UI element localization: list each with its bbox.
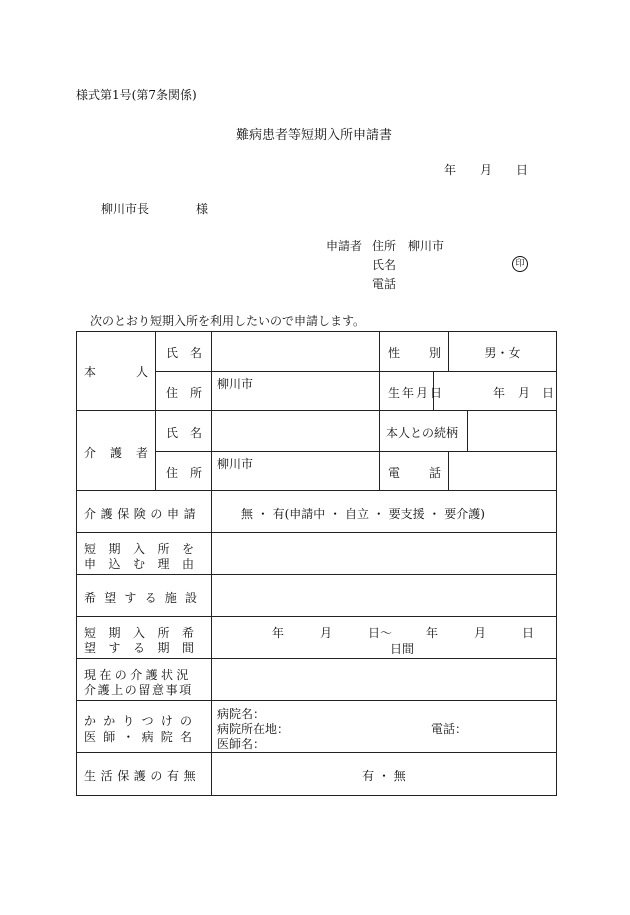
addressee: 柳川市長 — [101, 202, 150, 216]
period-start-day: 日〜 — [368, 626, 393, 640]
doctor-label-line2: 医師・病院名 — [84, 730, 200, 744]
person-address-label: 住 所 — [166, 386, 202, 400]
gender-options: 男・女 — [484, 346, 521, 360]
caregiver-phone-label: 電 話 — [388, 466, 441, 480]
insurance-label: 介護保険の申請 — [84, 507, 201, 521]
caregiver-address-value: 柳川市 — [217, 457, 254, 471]
application-form-table — [76, 331, 557, 796]
period-label-line2: 望する期間 — [84, 641, 207, 655]
page-title: 難病患者等短期入所申請書 — [236, 128, 393, 143]
date-month: 月 — [480, 163, 493, 177]
reason-label-line1: 短期入所を — [84, 542, 207, 556]
hospital-address-label: 病院所在地： — [217, 722, 290, 736]
welfare-options: 有 ・ 無 — [362, 769, 406, 783]
seal-icon: 印 — [512, 256, 528, 272]
insurance-options: 無 ・ 有(申請中 ・ 自立 ・ 要支援 ・ 要介護) — [241, 507, 485, 521]
doctor-name-label: 医師名： — [217, 737, 266, 751]
period-start-year: 年 — [272, 626, 285, 640]
period-end-day: 日 — [522, 626, 535, 640]
person-label-char: 人 — [135, 365, 148, 379]
person-label — [84, 363, 148, 380]
date-day: 日 — [516, 163, 529, 177]
birth-month: 月 — [518, 386, 531, 400]
applicant-address-value: 柳川市 — [408, 239, 445, 253]
person-label-char: 本 — [84, 365, 97, 379]
applicant-name-label: 氏名 — [372, 258, 397, 272]
caregiver-name-label: 氏 名 — [166, 426, 202, 440]
applicant-label: 申請者 — [326, 239, 363, 253]
condition-label-line1: 現在の介護状況 — [84, 668, 192, 682]
applicant-address-label: 住所 — [372, 239, 397, 253]
doctor-label-line1: かかりつけの — [84, 714, 200, 728]
birth-year: 年 — [493, 386, 506, 400]
hospital-phone-label: 電話： — [431, 722, 468, 736]
condition-label-line2: 介護上の留意事項 — [84, 683, 193, 697]
caregiver-label: 介 護 者 — [84, 446, 148, 460]
caregiver-address-label: 住 所 — [166, 466, 202, 480]
intro-text: 次のとおり短期入所を利用したいので申請します。 — [90, 314, 366, 328]
birthdate-label: 生年月日 — [388, 386, 445, 400]
birth-day: 日 — [542, 386, 555, 400]
honorific: 様 — [196, 202, 209, 216]
person-name-label: 氏 名 — [166, 346, 202, 360]
period-days: 日間 — [390, 642, 415, 656]
date-year: 年 — [444, 163, 457, 177]
gender-label: 性 別 — [388, 346, 441, 360]
applicant-phone-label: 電話 — [372, 277, 397, 291]
welfare-label: 生活保護の有無 — [84, 769, 201, 783]
reason-label-line2: 申込む理由 — [84, 557, 207, 571]
hospital-name-label: 病院名： — [217, 707, 266, 721]
person-address-value: 柳川市 — [217, 377, 254, 391]
period-end-month: 月 — [474, 626, 487, 640]
period-end-year: 年 — [426, 626, 439, 640]
relation-label: 本人との続柄 — [386, 426, 459, 440]
seal-mark — [512, 255, 528, 272]
facility-label: 希望する施設 — [84, 591, 206, 605]
period-label-line1: 短期入所希 — [84, 626, 207, 640]
period-start-month: 月 — [320, 626, 333, 640]
form-number: 様式第1号(第7条関係) — [76, 88, 197, 102]
